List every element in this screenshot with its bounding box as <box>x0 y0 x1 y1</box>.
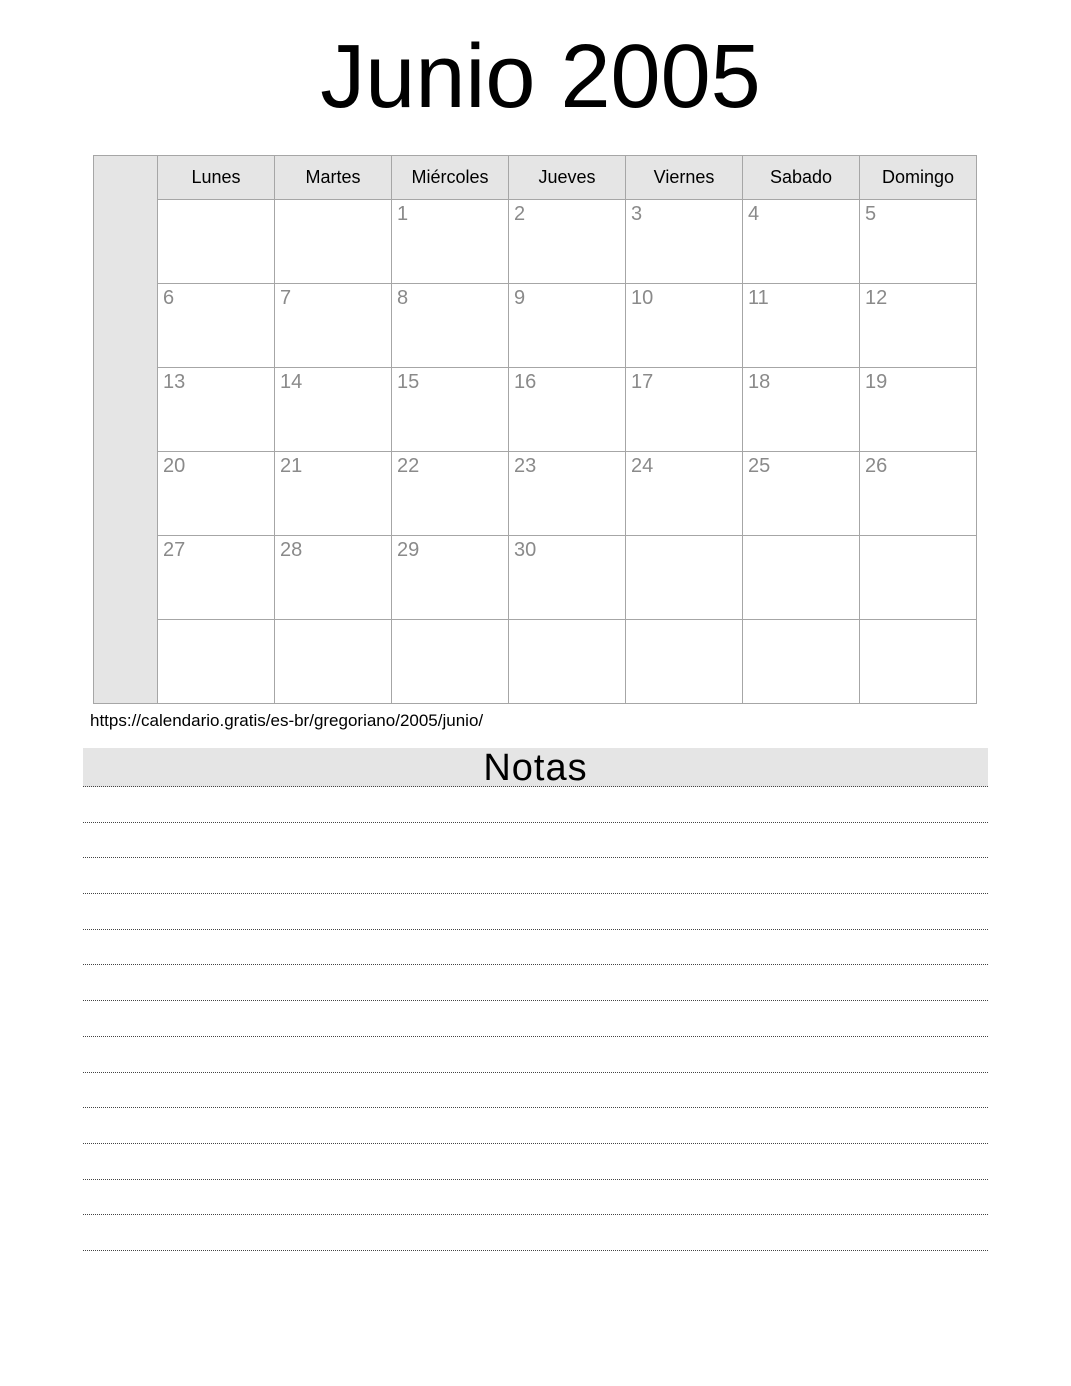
day-cell-empty <box>509 620 626 704</box>
week-row <box>94 620 977 704</box>
day-cell-20 <box>158 452 275 536</box>
note-line <box>83 858 988 894</box>
day-number: 16 <box>514 371 537 393</box>
day-header: Sabado <box>743 156 860 200</box>
note-line <box>83 1215 988 1251</box>
week-number-column <box>94 156 158 704</box>
day-number: 14 <box>280 371 303 393</box>
day-cell-6 <box>158 284 275 368</box>
day-header: Domingo <box>860 156 977 200</box>
note-line <box>83 1037 988 1073</box>
notes-section <box>83 748 988 1251</box>
week-row <box>94 536 977 620</box>
day-cell-12 <box>860 284 977 368</box>
page-title: Junio 2005 <box>320 27 761 127</box>
day-header: Lunes <box>158 156 275 200</box>
day-number: 6 <box>163 287 175 309</box>
day-number: 8 <box>397 287 409 309</box>
day-cell-empty <box>626 536 743 620</box>
day-cell-29 <box>392 536 509 620</box>
week-row <box>94 452 977 536</box>
day-number: 29 <box>397 539 420 561</box>
day-cell-empty <box>158 620 275 704</box>
day-cell-21 <box>275 452 392 536</box>
day-cell-empty <box>743 536 860 620</box>
note-line <box>83 965 988 1001</box>
day-number: 30 <box>514 539 537 561</box>
day-cell-empty <box>860 620 977 704</box>
day-cell-empty <box>275 200 392 284</box>
day-cell-30 <box>509 536 626 620</box>
calendar-table <box>93 155 977 704</box>
day-header: Viernes <box>626 156 743 200</box>
day-cell-10 <box>626 284 743 368</box>
day-cell-empty <box>743 620 860 704</box>
day-number: 2 <box>514 203 526 225</box>
day-number: 10 <box>631 287 654 309</box>
day-cell-empty <box>626 620 743 704</box>
day-number: 25 <box>748 455 771 477</box>
day-cell-15 <box>392 368 509 452</box>
week-row <box>94 284 977 368</box>
day-cell-3 <box>626 200 743 284</box>
day-number: 17 <box>631 371 654 393</box>
day-number: 20 <box>163 455 186 477</box>
day-cell-27 <box>158 536 275 620</box>
day-number: 26 <box>865 455 888 477</box>
day-cell-7 <box>275 284 392 368</box>
note-line <box>83 823 988 859</box>
day-number: 19 <box>865 371 888 393</box>
note-line <box>83 1001 988 1037</box>
day-number: 7 <box>280 287 292 309</box>
day-number: 5 <box>865 203 877 225</box>
day-cell-4 <box>743 200 860 284</box>
day-cell-24 <box>626 452 743 536</box>
day-number: 22 <box>397 455 420 477</box>
day-header: Martes <box>275 156 392 200</box>
day-number: 11 <box>748 287 769 309</box>
day-cell-28 <box>275 536 392 620</box>
day-cell-23 <box>509 452 626 536</box>
note-line <box>83 1144 988 1180</box>
day-number: 28 <box>280 539 303 561</box>
day-cell-empty <box>275 620 392 704</box>
note-line <box>83 1073 988 1109</box>
note-line <box>83 894 988 930</box>
day-cell-18 <box>743 368 860 452</box>
day-cell-19 <box>860 368 977 452</box>
day-number: 4 <box>748 203 760 225</box>
note-line <box>83 1180 988 1216</box>
day-number: 12 <box>865 287 888 309</box>
day-number: 15 <box>397 371 420 393</box>
day-number: 21 <box>280 455 303 477</box>
day-number: 18 <box>748 371 771 393</box>
day-number: 27 <box>163 539 186 561</box>
note-line <box>83 930 988 966</box>
calendar-body <box>94 156 977 704</box>
day-cell-11 <box>743 284 860 368</box>
week-row <box>94 200 977 284</box>
day-header: Jueves <box>509 156 626 200</box>
day-number: 13 <box>163 371 186 393</box>
day-number: 1 <box>397 203 409 225</box>
day-cell-22 <box>392 452 509 536</box>
day-cell-empty <box>860 536 977 620</box>
day-cell-16 <box>509 368 626 452</box>
day-cell-17 <box>626 368 743 452</box>
source-url: https://calendario.gratis/es-br/gregoriano/2005/junio/ <box>90 711 484 730</box>
day-number: 9 <box>514 287 526 309</box>
day-cell-14 <box>275 368 392 452</box>
note-line <box>83 787 988 823</box>
day-cell-empty <box>158 200 275 284</box>
day-cell-25 <box>743 452 860 536</box>
day-cell-1 <box>392 200 509 284</box>
day-cell-5 <box>860 200 977 284</box>
day-cell-26 <box>860 452 977 536</box>
day-number: 23 <box>514 455 537 477</box>
day-number: 3 <box>631 203 643 225</box>
day-cell-9 <box>509 284 626 368</box>
notes-lines <box>83 787 988 1251</box>
note-line <box>83 1108 988 1144</box>
day-cell-8 <box>392 284 509 368</box>
day-cell-empty <box>392 620 509 704</box>
day-header: Miércoles <box>392 156 509 200</box>
day-number: 24 <box>631 455 654 477</box>
day-cell-2 <box>509 200 626 284</box>
week-row <box>94 368 977 452</box>
notes-heading: Notas <box>83 748 988 787</box>
day-header-row <box>94 156 977 200</box>
day-cell-13 <box>158 368 275 452</box>
